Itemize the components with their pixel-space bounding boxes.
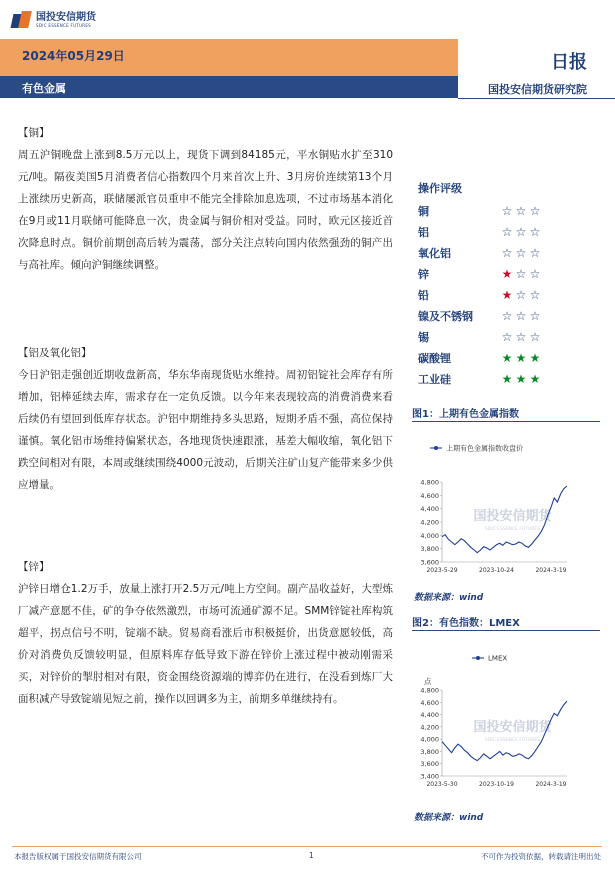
rating-stars: ☆ ☆ ☆ [501, 224, 541, 239]
rating-stars: ★ ★ ★ [501, 350, 541, 365]
figure-2-divider [412, 630, 600, 631]
rating-name: 铝 [418, 225, 429, 239]
rating-panel [418, 180, 598, 389]
logo-mark-icon [12, 10, 32, 30]
rating-name: 铅 [418, 288, 429, 302]
rating-row [418, 347, 598, 368]
legend-label: LMEX [488, 654, 508, 663]
figure-2-title: 图2：有色指数：LMEX [412, 618, 520, 629]
watermark-en: SDIC ESSENCE FUTURES [484, 738, 541, 743]
rating-row [418, 326, 598, 347]
footer-copyright: 本报告版权属于国投安信期货有限公司 [14, 852, 142, 861]
rating-row [418, 200, 598, 221]
report-type: 日报 [551, 52, 587, 73]
rating-row [418, 221, 598, 242]
rating-row [418, 242, 598, 263]
chart-shfe-nonferrous-index [412, 430, 602, 585]
x-tick-label: 2023-5-30 [426, 781, 458, 788]
rating-name: 铜 [418, 204, 429, 218]
rating-name: 工业硅 [418, 372, 451, 386]
y-tick-label: 4,200 [420, 723, 439, 732]
figure-1-divider [412, 421, 600, 422]
company-logo [12, 10, 96, 30]
section-copper [18, 122, 393, 276]
rating-name: 锌 [418, 267, 429, 281]
figure-1-source: 数据来源：wind [414, 593, 484, 603]
x-tick-label: 2023-10-19 [479, 781, 514, 788]
rating-row [418, 284, 598, 305]
report-date: 2024年05月29日 [22, 49, 125, 63]
x-tick-label: 2024-3-19 [535, 567, 567, 574]
watermark-cn: 国投安信期货 [473, 509, 552, 524]
rating-stars: ☆ ☆ ☆ [501, 308, 541, 323]
logo-name-en: SDIC ESSENCE FUTURES [36, 22, 92, 28]
y-tick-label: 4,600 [420, 698, 439, 707]
y-tick-label: 4,800 [420, 478, 439, 487]
section-paragraph: 周五沪铜晚盘上涨到8.5万元以上，现货下调到84185元，平水铜贴水扩至310元/吨。隔夜美国5月消费者信心指数四个月来首次上升、3月房价连续第13个月上涨续历史新高，联储屡派官员重申不能完全排除加息选项，不过市场基本消化在9月或11月联储可能降息一次，贵金属与铜价相对受益。同时，欧元区接近首次降息时点。铜价前期创高后转为震荡，部分关注点转向国内依然强劲的铜产出与高社库。倾向沪铜继续调整。 [18, 149, 393, 271]
header-divider [458, 98, 615, 99]
rating-stars: ★ ★ ★ [501, 371, 541, 386]
y-tick-label: 3,800 [420, 545, 439, 554]
figure-1-title: 图1：上期有色金属指数 [412, 409, 519, 420]
section-heading: 【铜】 [18, 127, 50, 139]
section-aluminum [18, 342, 393, 496]
y-tick-label: 4,400 [420, 711, 439, 720]
section-paragraph: 沪锌日增仓1.2万手，放量上涨打开2.5万元/吨上方空间。副产品收益好，大型炼厂减产意愿不佳，矿的争夺依然激烈，市场可流通矿源不足。SMM锌锭社库构筑超平，拐点信号不明，锭端不缺。贸易商看涨后市积极挺价，出货意愿较低，高价对消费负反馈较明显，但原料库存低导致下游在锌价上涨过程中被动刚需采买，对锌价的掣肘相对有限，资金围绕资源端的博弈仍在进行，在没看到炼厂大面积减产导致锭端见短之前，操作以回调多为主，前期多单继续持有。 [18, 583, 393, 705]
rating-stars: ☆ ☆ ☆ [501, 203, 541, 218]
x-tick-label: 2024-3-19 [535, 781, 567, 788]
footer-disclaimer: 不可作为投资依据，转载请注明出处 [481, 852, 601, 861]
rating-stars: ☆ ☆ ☆ [501, 329, 541, 344]
y-tick-label: 3,800 [420, 747, 439, 756]
rating-name: 氧化铝 [418, 246, 451, 260]
section-heading: 【锌】 [18, 561, 50, 573]
figure-2-source: 数据来源：wind [414, 813, 484, 823]
watermark-en: SDIC ESSENCE FUTURES [484, 527, 541, 532]
rating-stars: ★ ☆ ☆ [501, 287, 541, 302]
rating-stars: ★ ☆ ☆ [501, 266, 541, 281]
footer-divider [12, 846, 602, 847]
logo-name-cn: 国投安信期货 [36, 11, 96, 23]
page-number: 1 [309, 851, 314, 860]
x-tick-label: 2023-10-24 [479, 567, 514, 574]
section-zinc [18, 556, 393, 710]
y-tick-label: 4,200 [420, 518, 439, 527]
rating-title: 操作评级 [418, 182, 462, 195]
x-tick-label: 2023-5-29 [426, 567, 458, 574]
rating-stars: ☆ ☆ ☆ [501, 245, 541, 260]
sector-label: 有色金属 [22, 82, 66, 95]
legend-label: 上期有色金属指数收盘价 [446, 444, 523, 453]
y-tick-label: 4,000 [420, 531, 439, 540]
y-tick-label: 4,800 [420, 686, 439, 695]
rating-name: 碳酸锂 [418, 351, 451, 365]
y-axis-label: 点 [424, 677, 432, 686]
y-tick-label: 4,600 [420, 491, 439, 500]
y-tick-label: 3,600 [420, 760, 439, 769]
chart-lmex-index [412, 648, 602, 806]
header-blue-bar [0, 76, 458, 98]
legend-marker [476, 656, 480, 660]
institute-name: 国投安信期货研究院 [488, 83, 587, 96]
y-tick-label: 3,400 [420, 772, 439, 781]
rating-name: 锡 [418, 330, 429, 344]
watermark-cn: 国投安信期货 [473, 720, 552, 735]
y-tick-label: 4,000 [420, 735, 439, 744]
rating-name: 镍及不锈钢 [418, 309, 473, 323]
section-paragraph: 今日沪铝走强创近期收盘新高，华东华南现货贴水维持。周初铝锭社会库存有所增加，铝棒延续去库，需求存在一定负反馈。以今年来表现较高的消费消费来看后续仍有望回到低库存状态。沪铝中期维持多头思路，短期矛盾不强，高位保持谨慎。氧化铝市场维持偏紧状态，各地现货快速跟涨，基差大幅收缩，氧化铝下跌空间相对有限，本周或继续围绕4000元波动，后期关注矿山复产能带来多少供应增量。 [18, 369, 393, 491]
y-tick-label: 4,400 [420, 505, 439, 514]
rating-row [418, 305, 598, 326]
y-tick-label: 3,600 [420, 558, 439, 567]
rating-row [418, 263, 598, 284]
section-heading: 【铝及氧化铝】 [18, 347, 92, 359]
rating-row [418, 368, 598, 389]
legend-marker [434, 446, 438, 450]
